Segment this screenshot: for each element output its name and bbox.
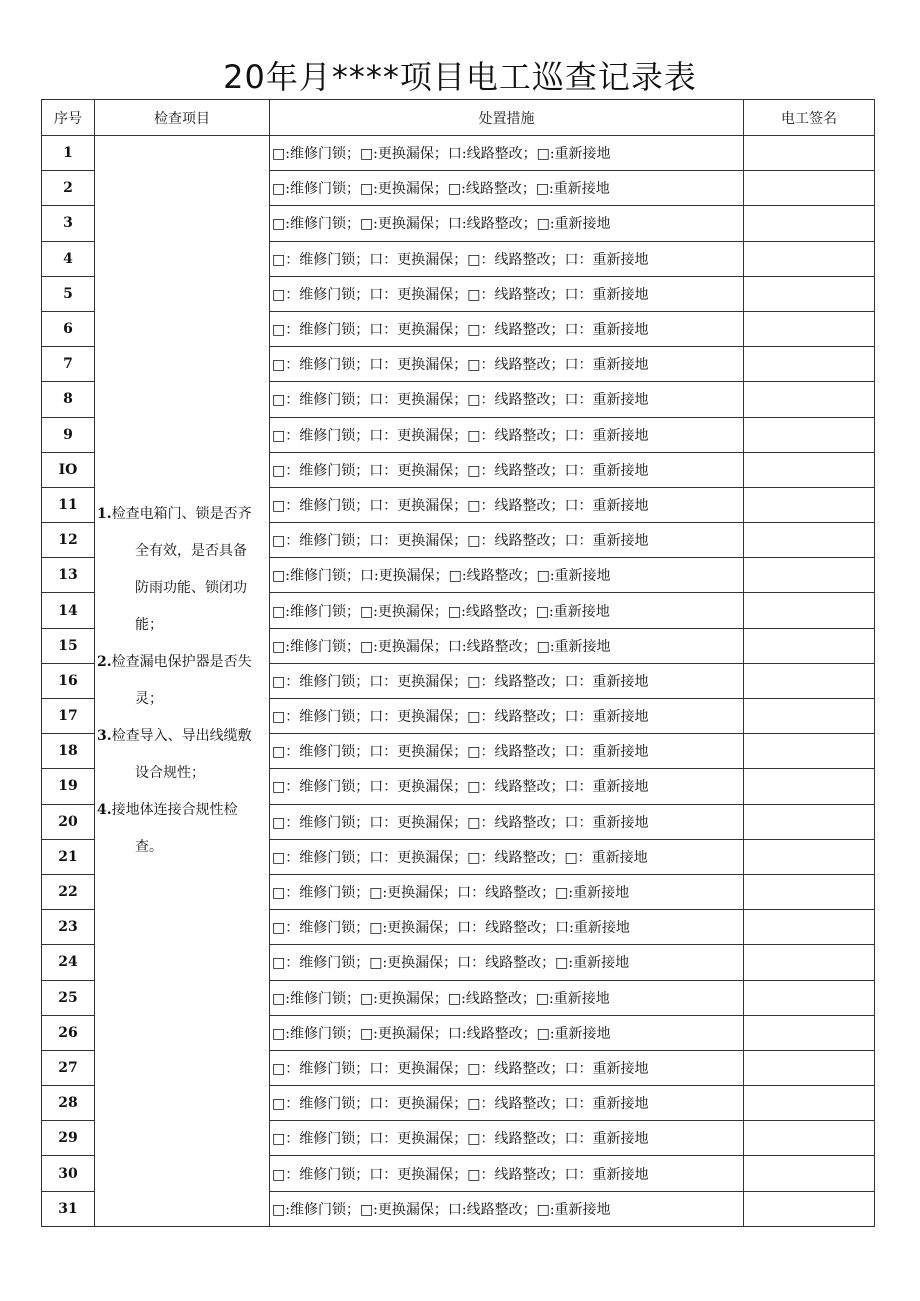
row-seq: 29 bbox=[42, 1121, 95, 1156]
row-action-options: □：维修门锁；口：更换漏保；□：线路整改；口：重新接地 bbox=[270, 311, 744, 346]
row-signature-cell[interactable] bbox=[744, 1156, 875, 1191]
header-signature: 电工签名 bbox=[744, 100, 875, 136]
check-item-line bbox=[97, 607, 267, 644]
row-signature-cell[interactable] bbox=[744, 945, 875, 980]
row-seq: 1 bbox=[42, 136, 95, 171]
row-signature-cell[interactable] bbox=[744, 1050, 875, 1085]
check-item-text: 检查漏电保护器是否失 bbox=[111, 653, 252, 670]
check-item-text: 全有效，是否具备 bbox=[135, 542, 247, 559]
row-seq: 28 bbox=[42, 1086, 95, 1121]
row-action-options: □：维修门锁；口：更换漏保；□：线路整改；口：重新接地 bbox=[270, 1086, 744, 1121]
row-seq: 24 bbox=[42, 945, 95, 980]
row-action-options: □：维修门锁；口：更换漏保；□：线路整改；口：重新接地 bbox=[270, 452, 744, 487]
row-action-options: □：维修门锁；□:更换漏保；口：线路整改；口:重新接地 bbox=[270, 910, 744, 945]
row-action-options: □:维修门锁；□:更换漏保；口:线路整改；□:重新接地 bbox=[270, 628, 744, 663]
row-action-options: □:维修门锁；□:更换漏保；□:线路整改；□:重新接地 bbox=[270, 980, 744, 1015]
row-signature-cell[interactable] bbox=[744, 874, 875, 909]
row-seq: 16 bbox=[42, 663, 95, 698]
row-action-options: □:维修门锁；口:更换漏保；□:线路整改；□:重新接地 bbox=[270, 558, 744, 593]
row-action-options: □：维修门锁；口：更换漏保；□：线路整改；口：重新接地 bbox=[270, 417, 744, 452]
row-action-options: □:维修门锁；□:更换漏保；口:线路整改；□:重新接地 bbox=[270, 1015, 744, 1050]
check-item-line bbox=[97, 681, 267, 718]
check-item-line bbox=[97, 644, 267, 681]
check-item-line bbox=[97, 829, 267, 866]
row-signature-cell[interactable] bbox=[744, 347, 875, 382]
check-item-line bbox=[97, 792, 267, 829]
row-signature-cell[interactable] bbox=[744, 980, 875, 1015]
check-item-text: 能； bbox=[135, 616, 163, 633]
row-signature-cell[interactable] bbox=[744, 417, 875, 452]
check-item-line bbox=[97, 496, 267, 533]
row-action-options: □：维修门锁；口：更换漏保；□：线路整改；口：重新接地 bbox=[270, 523, 744, 558]
row-action-options: □：维修门锁；口：更换漏保；□：线路整改；□：重新接地 bbox=[270, 839, 744, 874]
row-signature-cell[interactable] bbox=[744, 452, 875, 487]
row-signature-cell[interactable] bbox=[744, 663, 875, 698]
row-signature-cell[interactable] bbox=[744, 558, 875, 593]
check-item-text: 防雨功能、锁闭功 bbox=[135, 579, 247, 596]
row-action-options: □：维修门锁；□:更换漏保；口：线路整改；□:重新接地 bbox=[270, 945, 744, 980]
row-seq: 30 bbox=[42, 1156, 95, 1191]
row-action-options: □：维修门锁；□:更换漏保；口：线路整改；□:重新接地 bbox=[270, 874, 744, 909]
check-item-text: 查。 bbox=[135, 838, 163, 855]
inspection-table bbox=[41, 99, 875, 1227]
row-signature-cell[interactable] bbox=[744, 241, 875, 276]
row-seq: 20 bbox=[42, 804, 95, 839]
check-item-line bbox=[97, 718, 267, 755]
row-action-options: □：维修门锁；口：更换漏保；□：线路整改；口：重新接地 bbox=[270, 734, 744, 769]
row-signature-cell[interactable] bbox=[744, 276, 875, 311]
row-seq: 25 bbox=[42, 980, 95, 1015]
check-item-text: 检查电箱门、锁是否齐 bbox=[111, 505, 252, 522]
check-item-number: 4. bbox=[97, 801, 112, 818]
row-signature-cell[interactable] bbox=[744, 206, 875, 241]
row-action-options: □:维修门锁；□:更换漏保；□:线路整改；□:重新接地 bbox=[270, 593, 744, 628]
row-action-options: □:维修门锁；□:更换漏保；口:线路整改；□:重新接地 bbox=[270, 1191, 744, 1226]
row-action-options: □：维修门锁；口：更换漏保；□：线路整改；口：重新接地 bbox=[270, 804, 744, 839]
check-item-number: 2. bbox=[97, 653, 112, 670]
row-action-options: □：维修门锁；口：更换漏保；□：线路整改；口：重新接地 bbox=[270, 241, 744, 276]
row-seq: 6 bbox=[42, 311, 95, 346]
row-seq: 31 bbox=[42, 1191, 95, 1226]
row-signature-cell[interactable] bbox=[744, 487, 875, 522]
row-signature-cell[interactable] bbox=[744, 136, 875, 171]
row-signature-cell[interactable] bbox=[744, 769, 875, 804]
row-seq: 17 bbox=[42, 699, 95, 734]
row-signature-cell[interactable] bbox=[744, 804, 875, 839]
row-signature-cell[interactable] bbox=[744, 593, 875, 628]
check-item-text: 检查导入、导出线缆敷 bbox=[111, 727, 252, 744]
check-item-line bbox=[97, 755, 267, 792]
row-action-options: □:维修门锁；□:更换漏保；口:线路整改；□:重新接地 bbox=[270, 206, 744, 241]
row-seq: 5 bbox=[42, 276, 95, 311]
row-signature-cell[interactable] bbox=[744, 1191, 875, 1226]
row-signature-cell[interactable] bbox=[744, 311, 875, 346]
check-items-cell bbox=[95, 136, 270, 1227]
row-action-options: □：维修门锁；口：更换漏保；□：线路整改；口：重新接地 bbox=[270, 1156, 744, 1191]
row-seq: 26 bbox=[42, 1015, 95, 1050]
row-action-options: □：维修门锁；口：更换漏保；□：线路整改；口：重新接地 bbox=[270, 382, 744, 417]
row-seq: 8 bbox=[42, 382, 95, 417]
row-action-options: □:维修门锁；□:更换漏保；口:线路整改；□:重新接地 bbox=[270, 136, 744, 171]
row-signature-cell[interactable] bbox=[744, 382, 875, 417]
row-seq: 22 bbox=[42, 874, 95, 909]
row-signature-cell[interactable] bbox=[744, 628, 875, 663]
check-item-number: 1. bbox=[97, 505, 112, 522]
row-seq: 15 bbox=[42, 628, 95, 663]
table-row bbox=[42, 136, 875, 171]
header-seq: 序号 bbox=[42, 100, 95, 136]
row-seq: 18 bbox=[42, 734, 95, 769]
row-seq: 2 bbox=[42, 171, 95, 206]
row-signature-cell[interactable] bbox=[744, 523, 875, 558]
row-action-options: □：维修门锁；口：更换漏保；□：线路整改；口：重新接地 bbox=[270, 347, 744, 382]
row-signature-cell[interactable] bbox=[744, 171, 875, 206]
row-seq: 19 bbox=[42, 769, 95, 804]
row-action-options: □：维修门锁；口：更换漏保；□：线路整改；口：重新接地 bbox=[270, 769, 744, 804]
row-seq: 3 bbox=[42, 206, 95, 241]
row-action-options: □：维修门锁；口：更换漏保；□：线路整改；口：重新接地 bbox=[270, 487, 744, 522]
row-action-options: □：维修门锁；口：更换漏保；□：线路整改；口：重新接地 bbox=[270, 699, 744, 734]
header-action: 处置措施 bbox=[270, 100, 744, 136]
row-signature-cell[interactable] bbox=[744, 699, 875, 734]
row-seq: 9 bbox=[42, 417, 95, 452]
row-signature-cell[interactable] bbox=[744, 1086, 875, 1121]
header-row bbox=[42, 100, 875, 136]
row-action-options: □：维修门锁；口：更换漏保；□：线路整改；口：重新接地 bbox=[270, 276, 744, 311]
row-seq: IO bbox=[42, 452, 95, 487]
row-seq: 4 bbox=[42, 241, 95, 276]
row-action-options: □：维修门锁；口：更换漏保；□：线路整改；口：重新接地 bbox=[270, 1050, 744, 1085]
check-item-text: 接地体连接合规性检 bbox=[111, 801, 238, 818]
row-seq: 11 bbox=[42, 487, 95, 522]
row-signature-cell[interactable] bbox=[744, 839, 875, 874]
row-seq: 12 bbox=[42, 523, 95, 558]
table-body bbox=[42, 136, 875, 1227]
row-signature-cell[interactable] bbox=[744, 910, 875, 945]
row-signature-cell[interactable] bbox=[744, 1015, 875, 1050]
check-item-number: 3. bbox=[97, 727, 112, 744]
row-seq: 27 bbox=[42, 1050, 95, 1085]
row-action-options: □：维修门锁；口：更换漏保；□：线路整改；口：重新接地 bbox=[270, 663, 744, 698]
row-signature-cell[interactable] bbox=[744, 1121, 875, 1156]
row-action-options: □：维修门锁；口：更换漏保；□：线路整改；口：重新接地 bbox=[270, 1121, 744, 1156]
check-item-line bbox=[97, 570, 267, 607]
row-seq: 13 bbox=[42, 558, 95, 593]
row-seq: 14 bbox=[42, 593, 95, 628]
row-signature-cell[interactable] bbox=[744, 734, 875, 769]
row-action-options: □:维修门锁；□:更换漏保；□:线路整改；□:重新接地 bbox=[270, 171, 744, 206]
check-item-text: 灵； bbox=[135, 690, 163, 707]
header-check-item: 检查项目 bbox=[95, 100, 270, 136]
page-title: 20年月****项目电工巡查记录表 bbox=[223, 58, 697, 96]
row-seq: 23 bbox=[42, 910, 95, 945]
check-item-line bbox=[97, 533, 267, 570]
check-item-text: 设合规性； bbox=[135, 764, 205, 781]
row-seq: 21 bbox=[42, 839, 95, 874]
row-seq: 7 bbox=[42, 347, 95, 382]
